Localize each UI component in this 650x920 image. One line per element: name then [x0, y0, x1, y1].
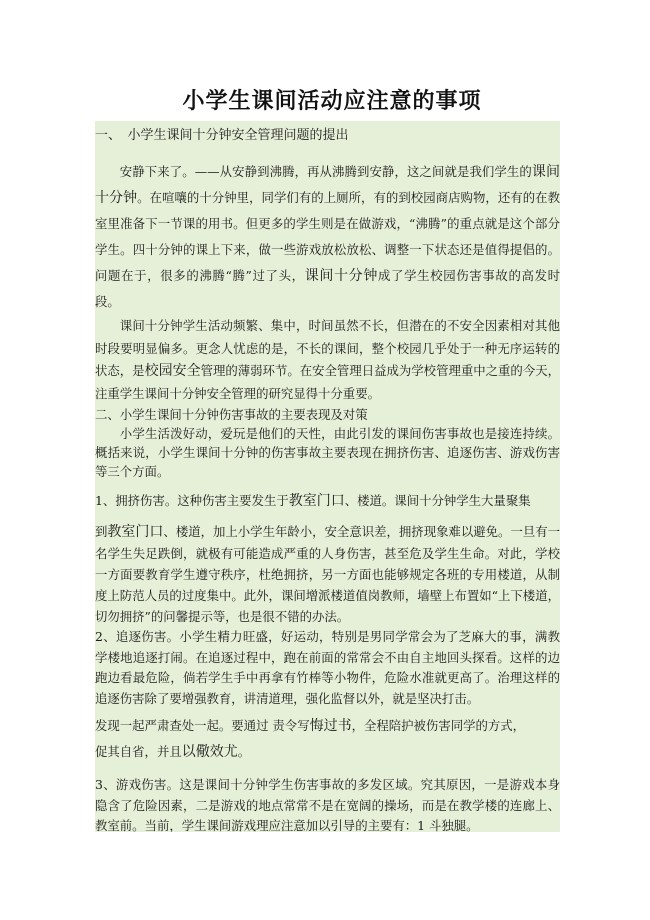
section-heading-2: 二、小学生课间十分钟伤害事故的主要表现及对策: [95, 407, 368, 422]
section-heading-1: 一、 小学生课间十分钟安全管理问题的提出: [95, 128, 349, 143]
paragraph-8: 促其自省，并且以儆效尤。: [95, 744, 251, 760]
paragraph-6: 2、追逐伤害。小学生精力旺盛，好运动，特别是男同学常会为了芝麻大的事，满教学楼地追逐打闹。在追逐过程中，跑在前面的常常会不由自主地回头探看。这样的边跑边看最危险，倘若学生手中再拿有竹棒等小物件，危险水准就更高了。治理这样的追逐伤害除了要增强教育，讲清道理，强化监督以外，就是坚决打击。: [95, 629, 560, 706]
page-title: 小学生课间活动应注意的事项: [182, 89, 482, 114]
paragraph-9: 3、游戏伤害。这是课间十分钟学生伤害事故的多发区域。究其原因，一是游戏本身隐含了危险因素，二是游戏的地点常常不是在宽阔的操场，而是在教学楼的连廊上、教室前。当前，学生课间游戏理应注意加以引导的主要有：1 斗独腿。: [95, 777, 560, 832]
paragraph-5: 到教室门口、楼道，加上小学生年龄小，安全意识差，拥挤现象难以避免。一旦有一名学生失足跌倒，就极有可能造成严重的人身伤害，甚至危及学生生命。对此，学校一方面要教育学生遵守秩序，杜绝拥挤，另一方面也能够规定各班的专用楼道，从制度上防范人员的过度集中。此外，课间增派楼道值岗教师，墙壁上布置如“上下楼道，切勿拥挤”的问馨提示等，也是很不错的办法。: [95, 524, 560, 624]
paragraph-7: 发现一起严肃查处一起。要通过 责令写悔过书，全程陪护被伤害同学的方式，: [95, 718, 526, 734]
paragraph-4: 1、拥挤伤害。这种伤害主要发生于教室门口、楼道。课间十分钟学生大量聚集: [95, 493, 531, 509]
document-body: [95, 121, 560, 832]
paragraph-1: 安静下来了。——从安静到沸腾，再从沸腾到安静，这之间就是我们学生的课间十分钟。在喧嚷的十分钟里，同学们有的上厕所，有的到校园商店购物，还有的在教室里准备下一节课的用书。但更多的学生则是在做游戏，“沸腾”的重点就是这个部分学生。四十分钟的课上下来，做一些游戏放松放松、调整一下状态还是值得提倡的。问题在于，很多的沸腾“腾”过了头，课间十分钟成了学生校园伤害事故的高发时段。: [95, 164, 560, 309]
paragraph-3: 小学生活泼好动，爱玩是他们的天性，由此引发的课间伤害事故也是接连持续。概括来说，小学生课间十分钟的伤害事故主要表现在拥挤伤害、追逐伤害、游戏伤害等三个方面。: [95, 426, 560, 479]
paragraph-2: 课间十分钟学生活动频繁、集中，时间虽然不长，但潜在的不安全因素相对其他时段要明显偏多。更念人忧虑的是，不长的课间，整个校园几乎处于一种无序运转的状态，是校园安全管理的薄弱环节。在安全管理日益成为学校管理重中之重的今天，注重学生课间十分钟安全管理的研究显得十分重要。: [95, 318, 560, 401]
